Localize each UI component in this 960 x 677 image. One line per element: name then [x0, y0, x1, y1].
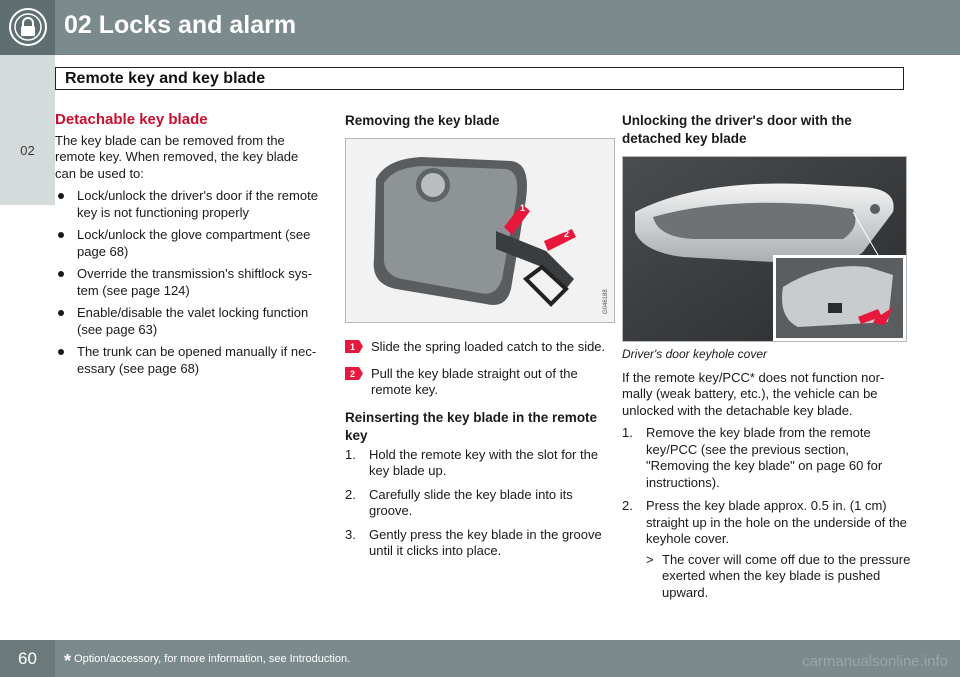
- svg-text:1: 1: [520, 203, 526, 213]
- step-text: Gently press the key blade in the groove until it clicks into place.: [369, 526, 602, 558]
- step-number: 3.: [345, 526, 356, 542]
- figure-code: G042793: [896, 304, 902, 329]
- svg-text:2: 2: [350, 368, 356, 379]
- door-handle-illustration: [622, 156, 907, 342]
- unlocking-door-heading: Unlocking the driver's door with the detached key blade: [622, 113, 852, 146]
- watermark: carmanualsonline.info: [802, 653, 948, 670]
- step-number: 2.: [622, 498, 633, 513]
- step-item: [345, 487, 615, 520]
- callout-2-badge-icon: [345, 367, 363, 380]
- step-number: 1.: [345, 446, 356, 462]
- step-result: [646, 552, 912, 602]
- step-item: [622, 498, 912, 601]
- callout-2-text: Pull the key blade straight out of the remote key.: [371, 365, 578, 397]
- list-item-text: Lock/unlock the driver's door if the remote key is not functioning properly: [77, 188, 318, 220]
- lock-icon: [8, 7, 48, 47]
- chapter-title: 02 Locks and alarm: [64, 11, 297, 39]
- footer-bar: [0, 640, 960, 677]
- bullet-icon: [58, 349, 64, 355]
- list-item-text: Enable/disable the valet locking function (see page 63): [77, 305, 309, 337]
- footnote-star: *: [64, 651, 72, 671]
- column-removing-key-blade: [345, 112, 615, 567]
- list-item: [55, 188, 320, 221]
- figure-code: G046188: [603, 289, 609, 314]
- bullet-icon: [58, 271, 64, 277]
- chapter-side-tab: [0, 55, 55, 205]
- list-item-text: Override the transmission's shiftlock sys-tem (see page 124): [77, 266, 313, 298]
- list-item-text: The trunk can be opened manually if nec-essary (see page 68): [77, 344, 317, 376]
- result-marker: >: [646, 551, 654, 567]
- unlocking-steps: [622, 425, 912, 601]
- intro-paragraph: If the remote key/PCC* does not function nor-mally (weak battery, etc.), the vehicle can be unlocked with the detachable key blade.: [622, 369, 885, 418]
- chapter-icon-box: [0, 0, 55, 55]
- section-title: Remote key and key blade: [65, 70, 266, 87]
- svg-text:2: 2: [564, 229, 570, 239]
- side-tab-label: 02: [20, 143, 35, 158]
- header-bar: [0, 0, 960, 55]
- detachable-key-blade-heading: Detachable key blade: [55, 111, 208, 128]
- uses-list: [55, 188, 320, 377]
- reinserting-steps: [345, 447, 615, 560]
- step-text: Hold the remote key with the slot for the key blade up.: [369, 446, 599, 478]
- list-item: [55, 266, 320, 299]
- step-text: Carefully slide the key blade into its groove.: [369, 486, 573, 518]
- bullet-icon: [58, 193, 64, 199]
- list-item: [55, 344, 320, 377]
- page-number: 60: [18, 649, 37, 668]
- result-text: The cover will come off due to the pressure exerted when the key blade is pushed upward.: [662, 551, 911, 600]
- bullet-icon: [58, 310, 64, 316]
- section-header: [55, 67, 904, 90]
- remote-key-drawing: [346, 139, 614, 322]
- callout-1: [345, 339, 615, 356]
- column-unlocking-drivers-door: [622, 112, 912, 608]
- page-number-box: [0, 640, 55, 677]
- list-item-text: Lock/unlock the glove compartment (see page 68): [77, 227, 311, 259]
- step-number: 1.: [622, 425, 633, 440]
- footnote: [64, 651, 350, 672]
- step-item: [345, 527, 615, 560]
- remote-key-illustration: [345, 138, 615, 323]
- svg-text:1: 1: [350, 342, 356, 352]
- step-text: Press the key blade approx. 0.5 in. (1 cm) straight up in the hole on the underside of the keyhole cover.: [646, 498, 907, 546]
- callout-2: [345, 366, 615, 399]
- callout-1-text: Slide the spring loaded catch to the side.: [371, 339, 606, 354]
- callout-1-badge-icon: [345, 340, 363, 353]
- reinserting-key-blade-heading: Reinserting the key blade in the remote key: [345, 409, 598, 443]
- bullet-icon: [58, 232, 64, 238]
- footnote-text: Option/accessory, for more information, see Introduction.: [74, 653, 351, 665]
- list-item: [55, 305, 320, 338]
- step-text: Remove the key blade from the remote key/PCC (see the previous section, "Removing the key blade" on page 60 for instructions).: [646, 425, 883, 490]
- figure-caption: Driver's door keyhole cover: [622, 347, 768, 361]
- removing-key-blade-heading: Removing the key blade: [345, 113, 500, 128]
- column-detachable-key-blade: [55, 112, 320, 383]
- step-item: [345, 447, 615, 480]
- list-item: [55, 227, 320, 260]
- door-handle-drawing: [623, 157, 906, 341]
- step-item: [622, 425, 912, 491]
- intro-paragraph: The key blade can be removed from the remote key. When removed, the key blade can be used to:: [55, 132, 299, 181]
- step-number: 2.: [345, 486, 356, 502]
